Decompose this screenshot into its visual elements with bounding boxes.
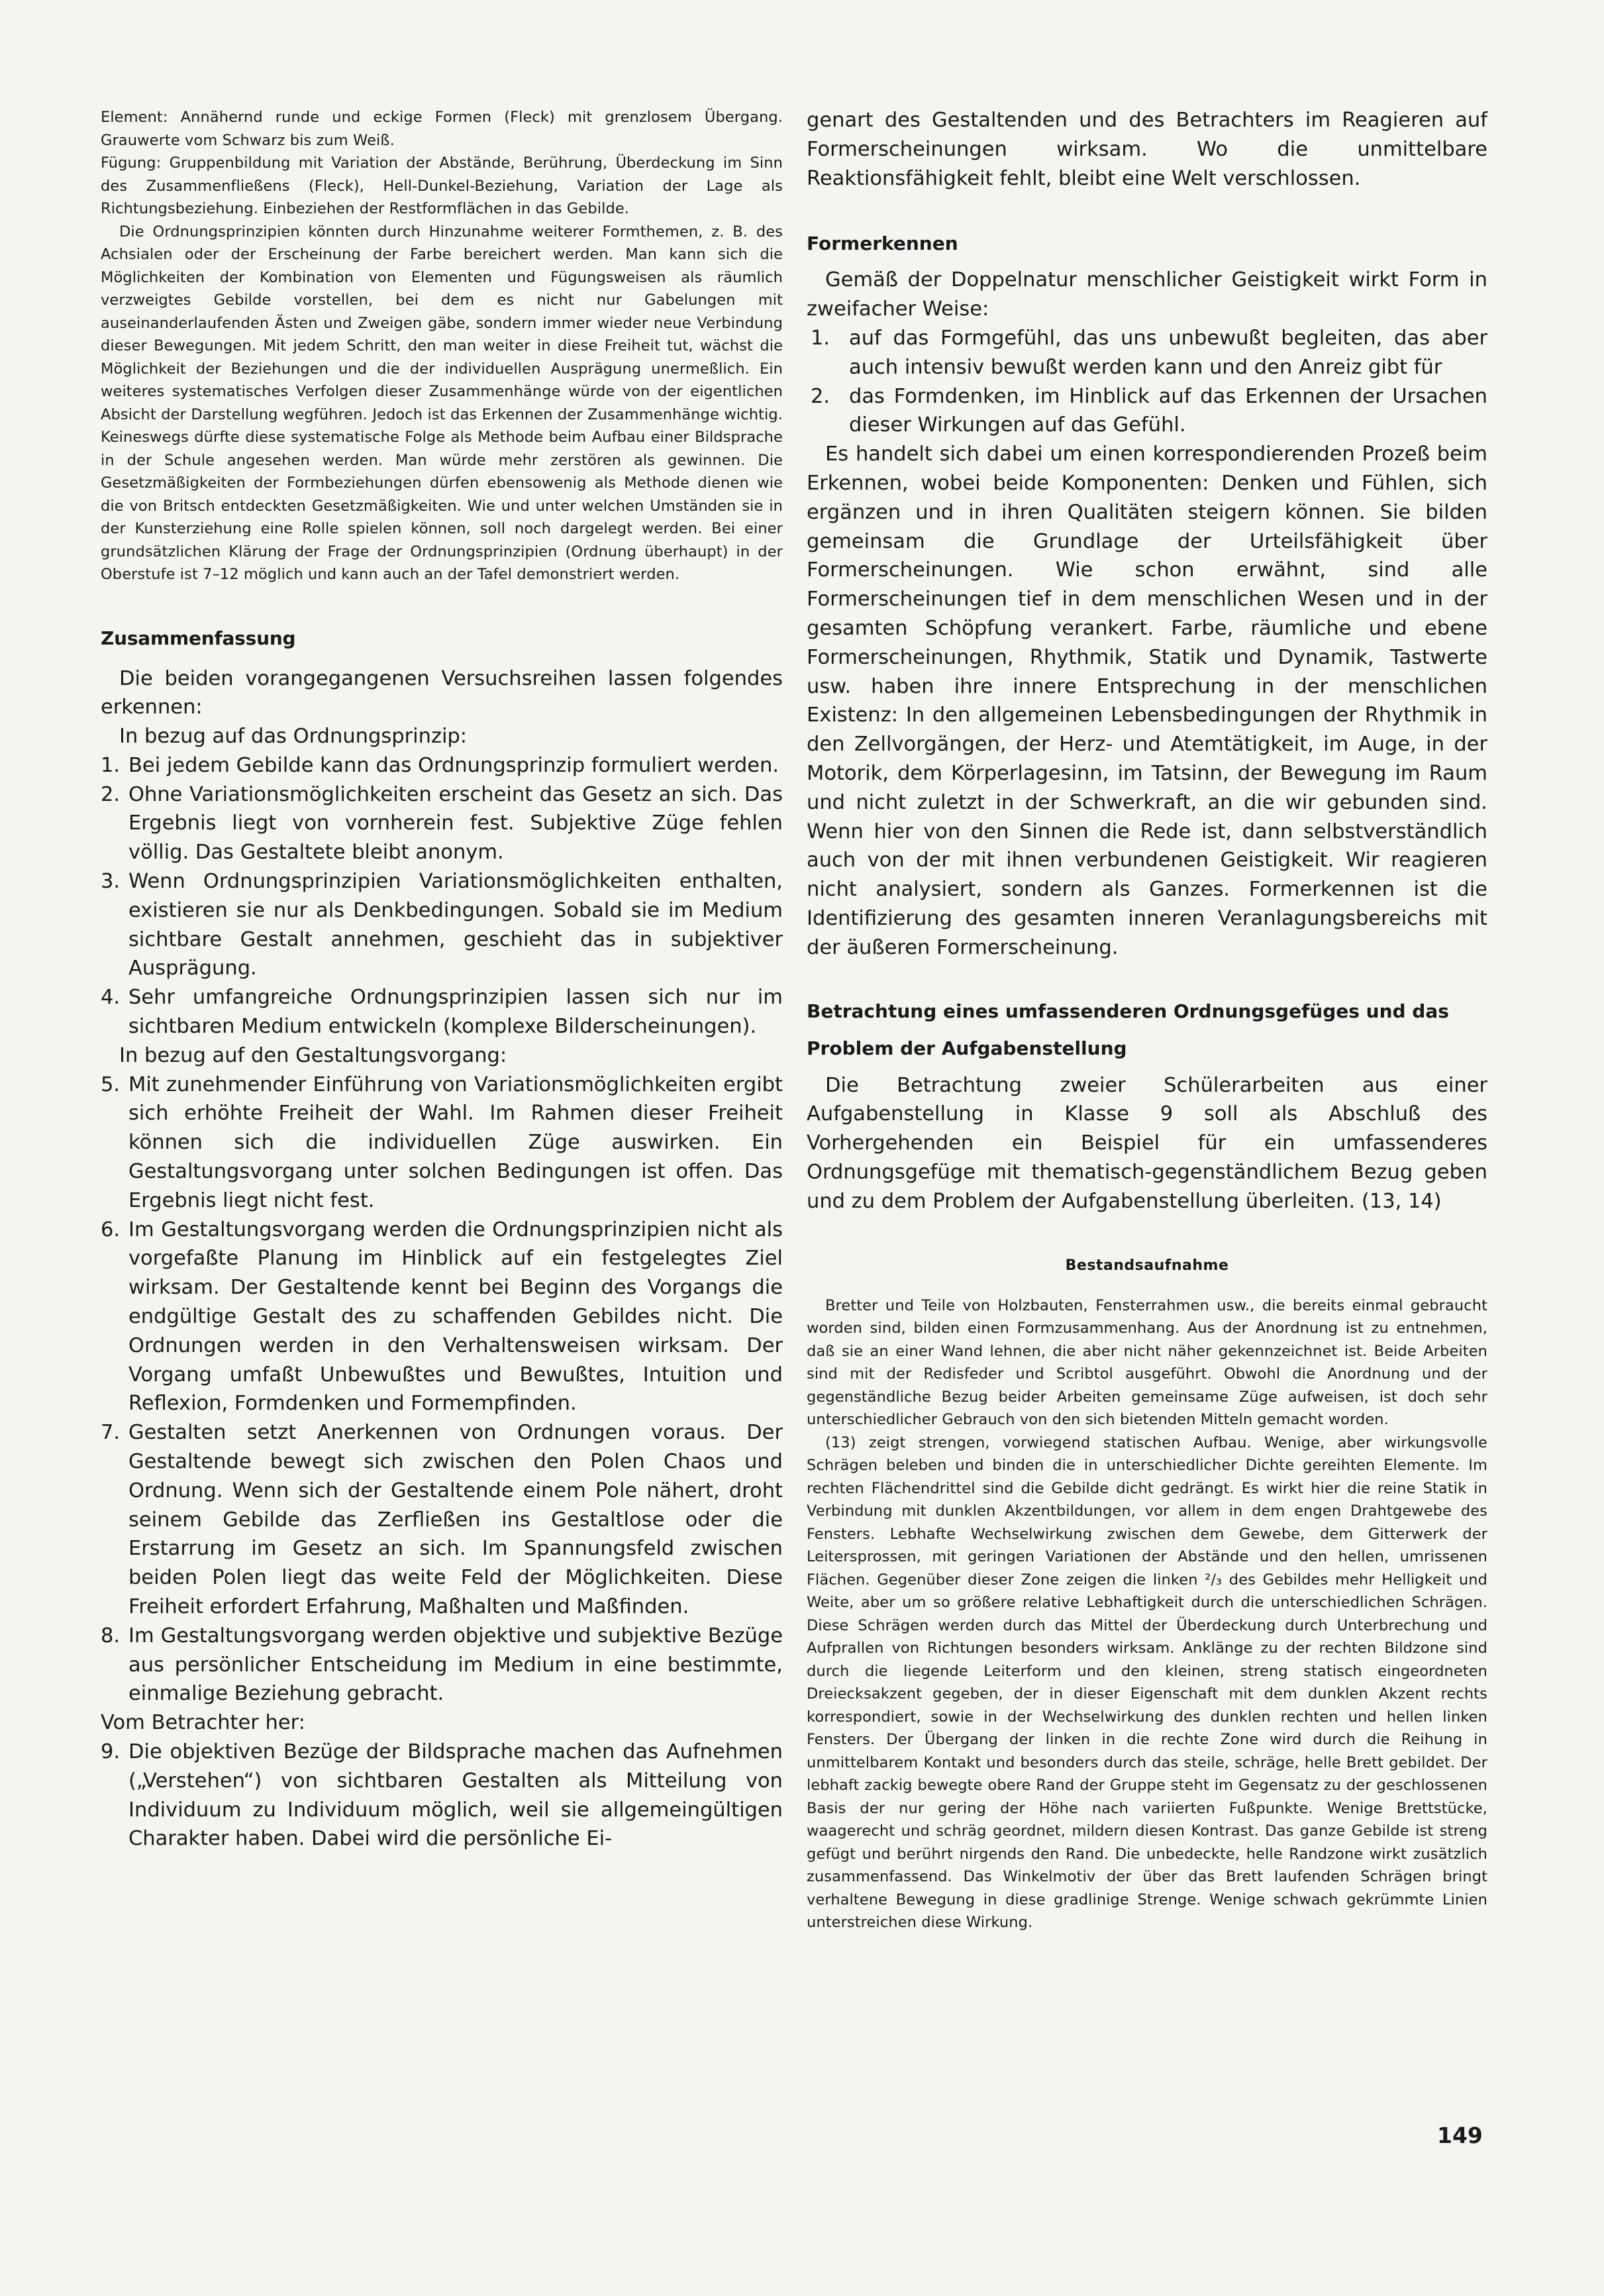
list-text: Bei jedem Gebilde kann das Ordnungsprinzip formuliert werden.	[128, 753, 779, 777]
list-number: 9.	[101, 1740, 121, 1763]
bestandsaufnahme-paragraph-2: (13) zeigt strengen, vorwiegend statischen Aufbau. Wenige, aber wirkungsvolle Schrägen beleben und binden die in unterschiedlicher Dichte gereihten Elemente. Im rechten Flächendrittel sind die Gebilde dicht gedrängt. Es wirkt hier die reine Statik in Verbindung mit dunklen Akzentbildungen, vor allem in dem engen Drahtgewebe des Fensters. Lebhafte Wechselwirkung zwischen dem Gewebe, dem Gitterwerk der Leitersprossen, mit geringen Variationen der Abstände und den hellen, umrissenen Flächen. Gegenüber dieser Zone zeigen die linken ²/₃ des Gebildes mehr Helligkeit und Weite, aber um so größere relative Lebhaftigkeit durch die unterschiedlichen Schrägen. Diese Schrägen werden durch das Mittel der Überdeckung durch Unterbrechung und Aufprallen von Richtungen besonders wirksam. Anklänge zu der rechten Bildzone sind durch die liegende Leiterform und den kleinen, streng statisch eingeordneten Dreiecksakzent gegeben, der in dieser Eigenschaft mit dem dunklen Akzent rechts korrespondiert, sowie in der Wechselwirkung des dunklen rechten und hellen linken Fensters. Der Übergang der linken in die rechte Zone wird durch die Reihung in unmittelbarem Kontakt und besonders durch das steile, schräge, helle Brett gebildet. Der lebhaft zackig bewegte obere Rand der Gruppe steht im Gegensatz zu der geschlossenen Basis der nur gering der Höhe nach variierten Fußpunkte. Wenige Brettstücke, waagerecht und schräg geordnet, mildern diesen Kontrast. Das ganze Gebilde ist streng gefügt und berührt nirgends den Rand. Die unbedeckte, helle Randzone wirkt zusätzlich zusammenfassend. Das Winkelmotiv der über das Brett laufenden Schrägen bringt verhaltene Bewegung in diese gradlinige Strenge. Wenige schwach gekrümmte Linien unterstreichen diese Wirkung.	[807, 1434, 1487, 1931]
list-text: Mit zunehmender Einführung von Variationsmöglichkeiten ergibt sich erhöhte Freiheit der Wahl. Im Rahmen dieser Freiheit können sich die individuellen Züge auswirken. Ein Gestaltungsvorgang unter solchen Bedingungen ist offen. Das Ergebnis liegt nicht fest.	[128, 1072, 783, 1212]
list-number: 2.	[811, 384, 830, 408]
list-number: 8.	[101, 1624, 121, 1647]
group-heading-betrachter: Vom Betrachter her:	[101, 1711, 305, 1735]
list-text: Die objektiven Bezüge der Bildsprache machen das Aufnehmen („Verstehen“) von sichtbaren Gestalten als Mitteilung von Individuum zu Individuum möglich, weil sie allgemeingültigen Charakter haben. Dabei wird die persönliche Ei-	[128, 1740, 783, 1851]
list-number: 5.	[101, 1072, 121, 1096]
list-text: das Formdenken, im Hinblick auf das Erkennen der Ursachen dieser Wirkungen auf das Gefühl.	[849, 384, 1487, 437]
list-item	[101, 751, 783, 780]
list-item	[807, 324, 1487, 382]
page-number: 149	[1437, 2122, 1483, 2148]
subheading-bestandsaufnahme: Bestandsaufnahme	[1065, 1257, 1229, 1274]
list-text: Im Gestaltungsvorgang werden objektive und subjektive Bezüge aus persönlicher Entscheidung im Medium in eine bestimmte, einmalige Beziehung gebracht.	[128, 1624, 783, 1706]
summary-list-2	[101, 1070, 783, 1709]
group-heading-ordnungsprinzip: In bezug auf das Ordnungsprinzip:	[119, 725, 468, 749]
element-paragraph: Element: Annähernd runde und eckige Formen (Fleck) mit grenzlosem Übergang. Grauwerte vom Schwarz bis zum Weiß.	[101, 109, 783, 149]
list-text: Gestalten setzt Anerkennen von Ordnungen voraus. Der Gestaltende bewegt sich zwischen den Polen Chaos und Ordnung. Wenn sich der Gestaltende einem Pole nähert, droht seinem Gebilde das Zerfließen ins Gestaltlose oder die Erstarrung im Gesetz an sich. Im Spannungsfeld zwischen beiden Polen liegt das weite Feld der Möglichkeiten. Diese Freiheit erfordert Erfahrung, Maßhalten und Maßfinden.	[128, 1421, 783, 1618]
list-text: Sehr umfangreiche Ordnungsprinzipien lassen sich nur im sichtbaren Medium entwickeln (komplexe Bilderscheinungen).	[128, 986, 783, 1039]
list-text: auf das Formgefühl, das uns unbewußt begleiten, das aber auch intensiv bewußt werden kann und den Anreiz gibt für	[849, 326, 1487, 379]
left-column	[101, 106, 783, 1853]
bestandsaufnahme-paragraph-1: Bretter und Teile von Holzbauten, Fensterrahmen usw., die bereits einmal gebraucht worden sind, bilden einen Formzusammenhang. Aus der Anordnung ist zu entnehmen, daß sie an einer Wand lehnen, die aber nicht näher gekennzeichnet ist. Beide Arbeiten sind mit der Redisfeder und Scribtol ausgeführt. Obwohl die Anordnung und der gegenständliche Bezug beider Arbeiten gemeinsame Züge aufweisen, ist doch sehr unterschiedlicher Gebrauch von den sich bietenden Mitteln gemacht worden.	[807, 1296, 1487, 1428]
continuation-paragraph: genart des Gestaltenden und des Betrachters im Reagieren auf Formerscheinungen wirksam. Wo die unmittelbare Reaktionsfähigkeit fehlt, bleibt eine Welt verschlossen.	[807, 109, 1487, 190]
list-item	[101, 983, 783, 1041]
section-heading-zusammenfassung: Zusammenfassung	[101, 627, 296, 649]
formerkennen-list	[807, 324, 1487, 440]
list-number: 6.	[101, 1218, 121, 1241]
list-item	[101, 1070, 783, 1216]
section-heading-betrachtung: Betrachtung eines umfassenderen Ordnungsgefüges und das Problem der Aufgabenstellung	[807, 1000, 1449, 1059]
group-heading-gestaltungsvorgang: In bezug auf den Gestaltungsvorgang:	[119, 1043, 507, 1067]
list-text: Im Gestaltungsvorgang werden die Ordnungsprinzipien nicht als vorgefaßte Planung im Hinblick auf ein festgelegtes Ziel wirksam. Der Gestaltende kennt bei Beginn des Vorgangs die endgültige Gestalt des zu schaffenden Gebildes nicht. Die Ordnungen werden in den Verhaltensweisen wirksam. Der Vorgang umfaßt Unbewußtes und Bewußtes, Intuition und Reflexion, Formdenken und Formempfinden.	[128, 1218, 783, 1416]
list-item	[807, 382, 1487, 441]
summary-intro: Die beiden vorangegangenen Versuchsreihen lassen folgendes erkennen:	[101, 666, 783, 719]
list-number: 2.	[101, 782, 121, 806]
ordnungsprinzipien-paragraph: Die Ordnungsprinzipien könnten durch Hinzunahme weiterer Formthemen, z. B. des Achsialen oder der Erscheinung der Farbe bereichert werden. Man kann sich die Möglichkeiten der Kombination von Elementen und Fügungsweisen als räumlich verzweigtes Gebilde vorstellen, bei dem es nicht nur Gabelungen mit auseinanderlaufenden Ästen und Zweigen gäbe, sondern immer wieder neue Verbindung dieser Bewegungen. Mit jedem Schritt, den man weiter in diese Freiheit tut, wächst die Möglichkeit der Beziehungen und die der individuellen Ausprägung unermeßlich. Ein weiteres systematisches Verfolgen dieser Zusammenhänge würde von der eigentlichen Absicht der Darstellung wegführen. Jedoch ist das Erkennen der Zusammenhänge wichtig. Keineswegs dürfte diese systematische Folge als Methode beim Aufbau einer Bildsprache in der Schule angesehen werden. Man würde mehr zerstören als gewinnen. Die Gesetzmäßigkeiten der Formbeziehungen dürfen ebensowenig als Methode dienen wie die von Britsch entdeckten Gesetzmäßigkeiten. Wie und unter welchen Umständen sie in der Kunsterziehung eine Rolle spielen können, soll noch dargelegt werden. Bei einer grundsätzlichen Klärung der Frage der Ordnungsprinzipien (Ordnung überhaupt) in der Oberstufe ist 7–12 möglich und kann auch an der Tafel demonstriert werden.	[101, 223, 783, 583]
list-item	[101, 780, 783, 867]
list-number: 1.	[101, 753, 121, 777]
right-column	[807, 106, 1487, 1934]
list-item	[101, 867, 783, 983]
list-number: 1.	[811, 326, 830, 350]
list-item	[101, 1216, 783, 1419]
list-number: 4.	[101, 986, 121, 1010]
list-number: 3.	[101, 870, 121, 894]
list-item	[101, 1738, 783, 1853]
list-item	[101, 1622, 783, 1708]
section-heading-formerkennen: Formerkennen	[807, 233, 958, 255]
list-number: 7.	[101, 1421, 121, 1445]
summary-list-3	[101, 1738, 783, 1853]
list-item	[101, 1418, 783, 1622]
formerkennen-intro: Gemäß der Doppelnatur menschlicher Geistigkeit wirkt Form in zweifacher Weise:	[807, 268, 1487, 321]
summary-list-1	[101, 751, 783, 1041]
list-text: Ohne Variationsmöglichkeiten erscheint das Gesetz an sich. Das Ergebnis liegt von vornherein fest. Subjektive Züge fehlen völlig. Das Gestaltete bleibt anonym.	[128, 782, 783, 864]
list-text: Wenn Ordnungsprinzipien Variationsmöglichkeiten enthalten, existieren sie nur als Denkbedingungen. Sobald sie im Medium sichtbare Gestalt annehmen, geschieht das in subjektiver Ausprägung.	[128, 870, 783, 980]
betrachtung-paragraph: Die Betrachtung zweier Schülerarbeiten aus einer Aufgabenstellung in Klasse 9 soll als Abschluß des Vorhergehenden ein Beispiel für ein umfassenderes Ordnungsgefüge mit thematisch-gegenständlichem Bezug geben und zu dem Problem der Aufgabenstellung überleiten. (13, 14)	[807, 1073, 1487, 1213]
fuegung-paragraph: Fügung: Gruppenbildung mit Variation der Abstände, Berührung, Überdeckung im Sinn des Zusammenfließens (Fleck), Hell-Dunkel-Beziehung, Variation der Lage als Richtungsbeziehung. Einbeziehen der Restformflächen in das Gebilde.	[101, 154, 783, 217]
formerkennen-paragraph: Es handelt sich dabei um einen korrespondierenden Prozeß beim Erkennen, wobei beide Komponenten: Denken und Fühlen, sich ergänzen und in ihren Qualitäten steigern können. Sie bilden gemeinsam die Grundlage der Urteilsfähigkeit über Formerscheinungen. Wie schon erwähnt, sind alle Formerscheinungen tief in dem menschlichen Wesen und in der gesamten Schöpfung verankert. Farbe, räumliche und ebene Formerscheinungen, Rhythmik, Statik und Dynamik, Tastwerte usw. haben ihre innere Entsprechung in der menschlichen Existenz: In den allgemeinen Lebensbedingungen der Rhythmik in den Zellvorgängen, der Herz- und Atemtätigkeit, im Auge, in der Motorik, dem Körperlagesinn, im Tatsinn, der Bewegung im Raum und nicht zuletzt in der Schwerkraft, an die wir gebunden sind. Wenn hier von den Sinnen die Rede ist, dann selbstverständlich auch von der mit ihnen verbundenen Geistigkeit. Wir reagieren nicht analysiert, sondern als Ganzes. Formerkennen ist die Identifizierung des gesamten inneren Veranlagungsbereichs mit der äußeren Formerscheinung.	[807, 443, 1487, 959]
